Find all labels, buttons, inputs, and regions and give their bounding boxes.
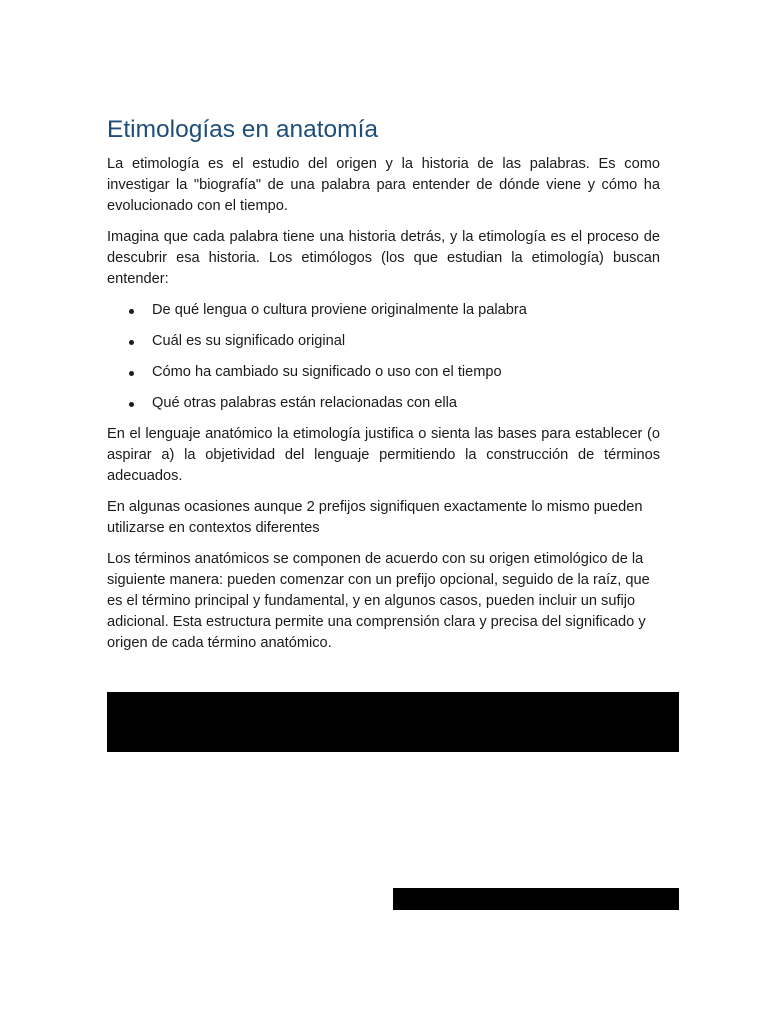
list-item-text: Qué otras palabras están relacionadas con ella	[152, 395, 458, 411]
bullet-icon	[129, 340, 134, 345]
list-item	[107, 331, 660, 352]
bullet-list	[107, 300, 660, 414]
paragraph-intro-list: Imagina que cada palabra tiene una historia detrás, y la etimología es el proceso de descubrir esa historia. Los etimólogos (los que estudian la etimología) buscan entender:	[107, 229, 660, 287]
list-item-text: Cómo ha cambiado su significado o uso con el tiempo	[152, 364, 502, 380]
bullet-icon	[129, 371, 134, 376]
paragraph-anatomical-language: En el lenguaje anatómico la etimología justifica o sienta las bases para establecer (o aspirar a) la objetividad del lenguaje permitiendo la construcción de términos adecuados.	[107, 426, 660, 484]
list-item	[107, 300, 660, 321]
page-title: Etimologías en anatomía	[107, 116, 379, 143]
bullet-icon	[129, 402, 134, 407]
list-item-text: De qué lengua o cultura proviene originalmente la palabra	[152, 302, 527, 318]
list-item	[107, 393, 660, 414]
list-item-text: Cuál es su significado original	[152, 333, 346, 349]
paragraph-prefixes: En algunas ocasiones aunque 2 prefijos signifiquen exactamente lo mismo pueden utilizarse en contextos diferentes	[107, 499, 643, 536]
document-content	[107, 113, 660, 664]
redaction-bar	[393, 888, 679, 910]
paragraph-definition: La etimología es el estudio del origen y la historia de las palabras. Es como investigar la "biografía" de una palabra para entender de dónde viene y cómo ha evolucionado con el tiempo.	[107, 156, 660, 214]
list-item	[107, 362, 660, 383]
paragraph-term-structure: Los términos anatómicos se componen de acuerdo con su origen etimológico de la siguiente manera: pueden comenzar con un prefijo opcional, seguido de la raíz, que es el término principal y fundamental, y en algunos casos, pueden incluir un sufijo adicional. Esta estructura permite una comprensión clara y precisa del significado y origen de cada término anatómico.	[107, 551, 650, 651]
bullet-icon	[129, 309, 134, 314]
redaction-block	[107, 692, 679, 752]
